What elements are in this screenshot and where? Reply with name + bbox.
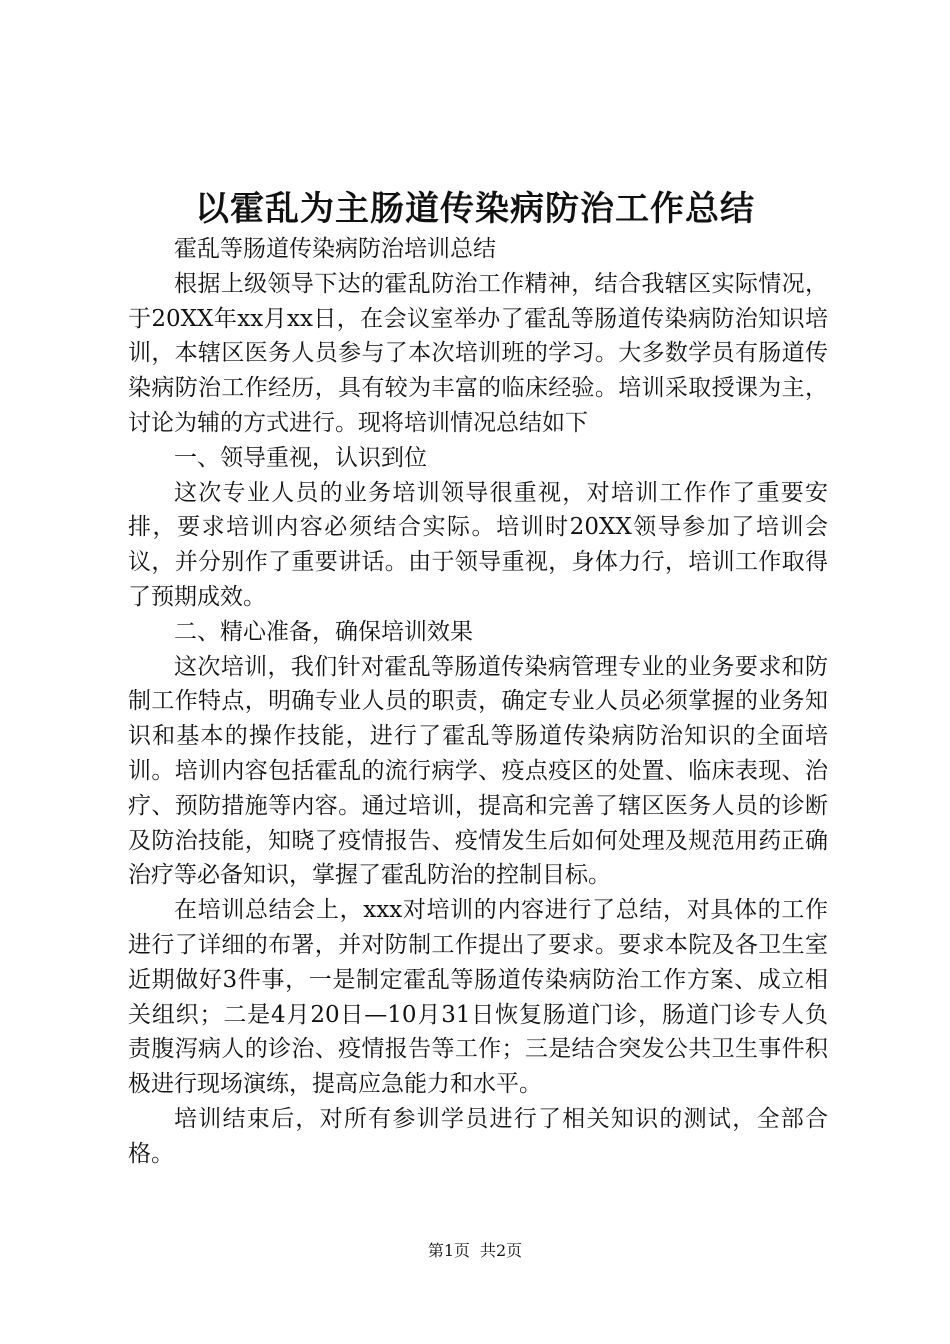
- page-total: 共2页: [480, 1241, 523, 1260]
- document-body: [128, 232, 828, 1172]
- closing-paragraph: 培训结束后，对所有参训学员进行了相关知识的测试，全部合格。: [128, 1105, 828, 1167]
- intro-paragraph: 根据上级领导下达的霍乱防治工作精神，结合我辖区实际情况，于20XX年xx月xx日，在会议室举办了霍乱等肠道传染病防治知识培训，本辖区医务人员参与了本次培训班的学习。大多数学员有肠道传染病防治工作经历，具有较为丰富的临床经验。培训采取授课为主，讨论为辅的方式进行。现将培训情况总结如下: [128, 270, 828, 436]
- section-paragraph-1: 这次专业人员的业务培训领导很重视，对培训工作作了重要安排，要求培训内容必须结合实际。培训时20XX领导参加了培训会议，并分别作了重要讲话。由于领导重视，身体力行，培训工作取得了预期成效。: [128, 479, 828, 610]
- page-number: 第1页: [427, 1241, 470, 1260]
- page-footer: [0, 1240, 950, 1262]
- document-title: 以霍乱为主肠道传染病防治工作总结: [195, 189, 755, 229]
- subtitle-paragraph: 霍乱等肠道传染病防治培训总结: [174, 236, 496, 262]
- section-heading-1: 一、领导重视，认识到位: [174, 444, 427, 471]
- section-heading-2: 二、精心准备，确保培训效果: [174, 618, 473, 645]
- section-paragraph-2: 这次培训，我们针对霍乱等肠道传染病管理专业的业务要求和防制工作特点，明确专业人员的职责，确定专业人员必须掌握的业务知识和基本的操作技能，进行了霍乱等肠道传染病防治知识的全面培训。培训内容包括霍乱的流行病学、疫点疫区的处置、临床表现、治疗、预防措施等内容。通过培训，提高和完善了辖区医务人员的诊断及防治技能，知晓了疫情报告、疫情发生后如何处理及规范用药正确治疗等必备知识，掌握了霍乱防治的控制目标。: [128, 653, 828, 889]
- summary-meeting-paragraph: 在培训总结会上，xxx对培训的内容进行了总结，对具体的工作进行了详细的布署，并对防制工作提出了要求。要求本院及各卫生室近期做好3件事，一是制定霍乱等肠道传染病防治工作方案、成立相关组织；二是4月20日—10月31日恢复肠道门诊，肠道门诊专人负责腹泻病人的诊治、疫情报告等工作；三是结合突发公共卫生事件积极进行现场演练，提高应急能力和水平。: [128, 897, 828, 1098]
